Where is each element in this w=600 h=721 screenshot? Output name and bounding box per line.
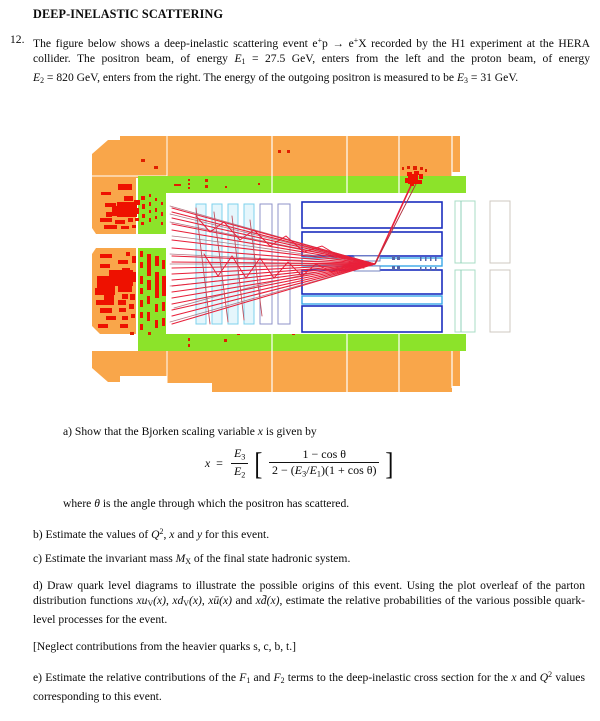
detector-event-display-figure [92, 136, 512, 392]
page-title: DEEP-INELASTIC SCATTERING [33, 7, 224, 21]
intro-text-7: . [515, 70, 519, 84]
part-e-lead: e) Estimate the relative contributions of the [33, 670, 240, 684]
pdf-xdbar-argument: (x) [266, 594, 280, 608]
part-e-F2-subscript: 2 [280, 676, 285, 686]
energy-E3-subscript: 3 [464, 76, 468, 86]
part-c-M-symbol: M [175, 552, 186, 565]
part-b-lead: b) Estimate the values of [33, 527, 152, 541]
part-b-y-symbol: y [196, 527, 203, 541]
energy-E3-value: 31 GeV [480, 70, 516, 84]
question-text [33, 33, 590, 89]
part-d-tail: , estimate the relative probabilities of the various possible quark-level processes for the event. [33, 594, 585, 627]
part-a-tail: is given by [262, 425, 317, 438]
energy-E1-value: 27.5 GeV [265, 52, 313, 66]
pdf-xdbar-symbol: d̄ [260, 594, 267, 608]
equation-where-clause [63, 496, 563, 511]
part-d-sep2: , [201, 594, 209, 608]
positron-superscript-1: + [317, 36, 323, 45]
part-a-variable-x: x [257, 425, 263, 438]
part-e-tail: values corresponding to this event. [33, 670, 585, 703]
part-b-Q-symbol: Q [151, 527, 160, 541]
part-e-Q-symbol: Q [539, 670, 549, 684]
muon-chamber-bottom [138, 334, 466, 351]
intro-text-2: p [322, 36, 333, 50]
energy-E1-subscript: 1 [241, 57, 246, 67]
part-e-x-symbol: x [511, 670, 517, 684]
part-c-lead: c) Estimate the invariant mass [33, 552, 176, 565]
neglect-note: [Neglect contributions from the heavier quarks s, c, b, t.] [33, 640, 297, 653]
intro-text-3: e [344, 36, 354, 50]
part-b-separator: , [163, 527, 170, 541]
pdf-xdv-subscript: V [183, 599, 189, 609]
pdf-xuv-subscript: V [147, 599, 154, 609]
part-e-and2: and [516, 670, 540, 684]
part-b-and: and [174, 527, 197, 541]
part-c-tail: of the final state hadronic system. [190, 552, 351, 565]
equation-main-denominator: 2 − (E3/E1)(1 + cos θ) [269, 462, 379, 479]
part-e-F1-symbol: F [239, 670, 247, 684]
question-number: 12. [10, 33, 25, 46]
energy-E2-value: 820 GeV [56, 70, 98, 84]
equation-left-bracket: [ [254, 445, 263, 482]
energy-E2-equals: = [44, 70, 57, 84]
part-e-Q-exponent: 2 [548, 670, 553, 679]
pdf-xuv-symbol: xu [136, 594, 148, 608]
energy-E2-subscript: 2 [40, 76, 45, 86]
part-a-text [63, 424, 563, 439]
part-e-F2-symbol: F [273, 670, 281, 684]
part-a-lead: a) Show that the Bjorken scaling variable [63, 425, 258, 438]
equation-main-numerator: 1 − cos θ [302, 447, 347, 462]
part-d-lead: d) Draw quark level diagrams to illustrate the possible origins of this event. Using the plot overleaf of the parton distribution functions [33, 579, 585, 608]
equation-main-fraction [267, 448, 381, 479]
where-lead: where [63, 497, 95, 510]
intro-text-5: , enters from the left and the proton beam, of energy [312, 52, 591, 66]
part-d-text [33, 578, 585, 627]
part-d-and: and [232, 594, 256, 608]
part-e-and: and [250, 670, 274, 684]
part-b-Q-exponent: 2 [159, 527, 164, 536]
pdf-xubar-symbol: ū [213, 594, 220, 608]
pdf-xubar-argument: (x) [219, 594, 233, 608]
intro-text-4: X recorded by the H1 experiment at the HERA collider. The positron beam, of energy [33, 36, 590, 66]
where-tail: is the angle through which the positron has scattered. [99, 497, 350, 510]
equation-lhs: x [204, 456, 211, 471]
iron-yoke-bottom [92, 351, 460, 392]
pdf-xdv-argument: (x) [188, 594, 202, 608]
part-e-text [33, 667, 585, 704]
pdf-xuv-argument: (x) [153, 594, 166, 608]
equation-energy-ratio-fraction [229, 447, 250, 480]
pdf-xdbar-x: x [255, 594, 261, 608]
equation-equals-sign: = [216, 456, 223, 471]
energy-E2-symbol: E [33, 70, 41, 84]
part-e-mid: terms to the deep-inelastic cross section for the [284, 670, 512, 684]
energy-E1-equals: = [245, 52, 265, 66]
part-b-x-symbol: x [169, 527, 175, 541]
equation-right-bracket: ] [385, 445, 394, 482]
intro-text-6: , enters from the right. The energy of the outgoing positron is measured to be [97, 70, 457, 84]
part-c-M-subscript: X [185, 557, 191, 567]
part-c-text [33, 551, 578, 570]
equation-fraction-denominator: E2 [231, 463, 248, 480]
bjorken-x-equation [0, 447, 600, 480]
equation-fraction-numerator: E3 [233, 446, 246, 462]
pdf-xdv-symbol: xd [172, 594, 184, 608]
intro-text-1: The figure below shows a deep-inelastic scattering event e [33, 36, 318, 50]
pdf-xubar-x: x [208, 594, 214, 608]
theta-symbol: θ [94, 497, 100, 510]
part-b-text [33, 524, 578, 542]
reaction-arrow-icon: → [332, 36, 345, 50]
positron-superscript-2: + [353, 36, 359, 45]
part-e-F1-subscript: 1 [246, 676, 251, 686]
part-d-sep1: , [166, 594, 173, 608]
energy-E3-equals: = [467, 70, 481, 84]
part-b-tail: for this event. [202, 527, 270, 541]
energy-E3-symbol: E [456, 70, 465, 84]
energy-E1-symbol: E [234, 52, 242, 66]
